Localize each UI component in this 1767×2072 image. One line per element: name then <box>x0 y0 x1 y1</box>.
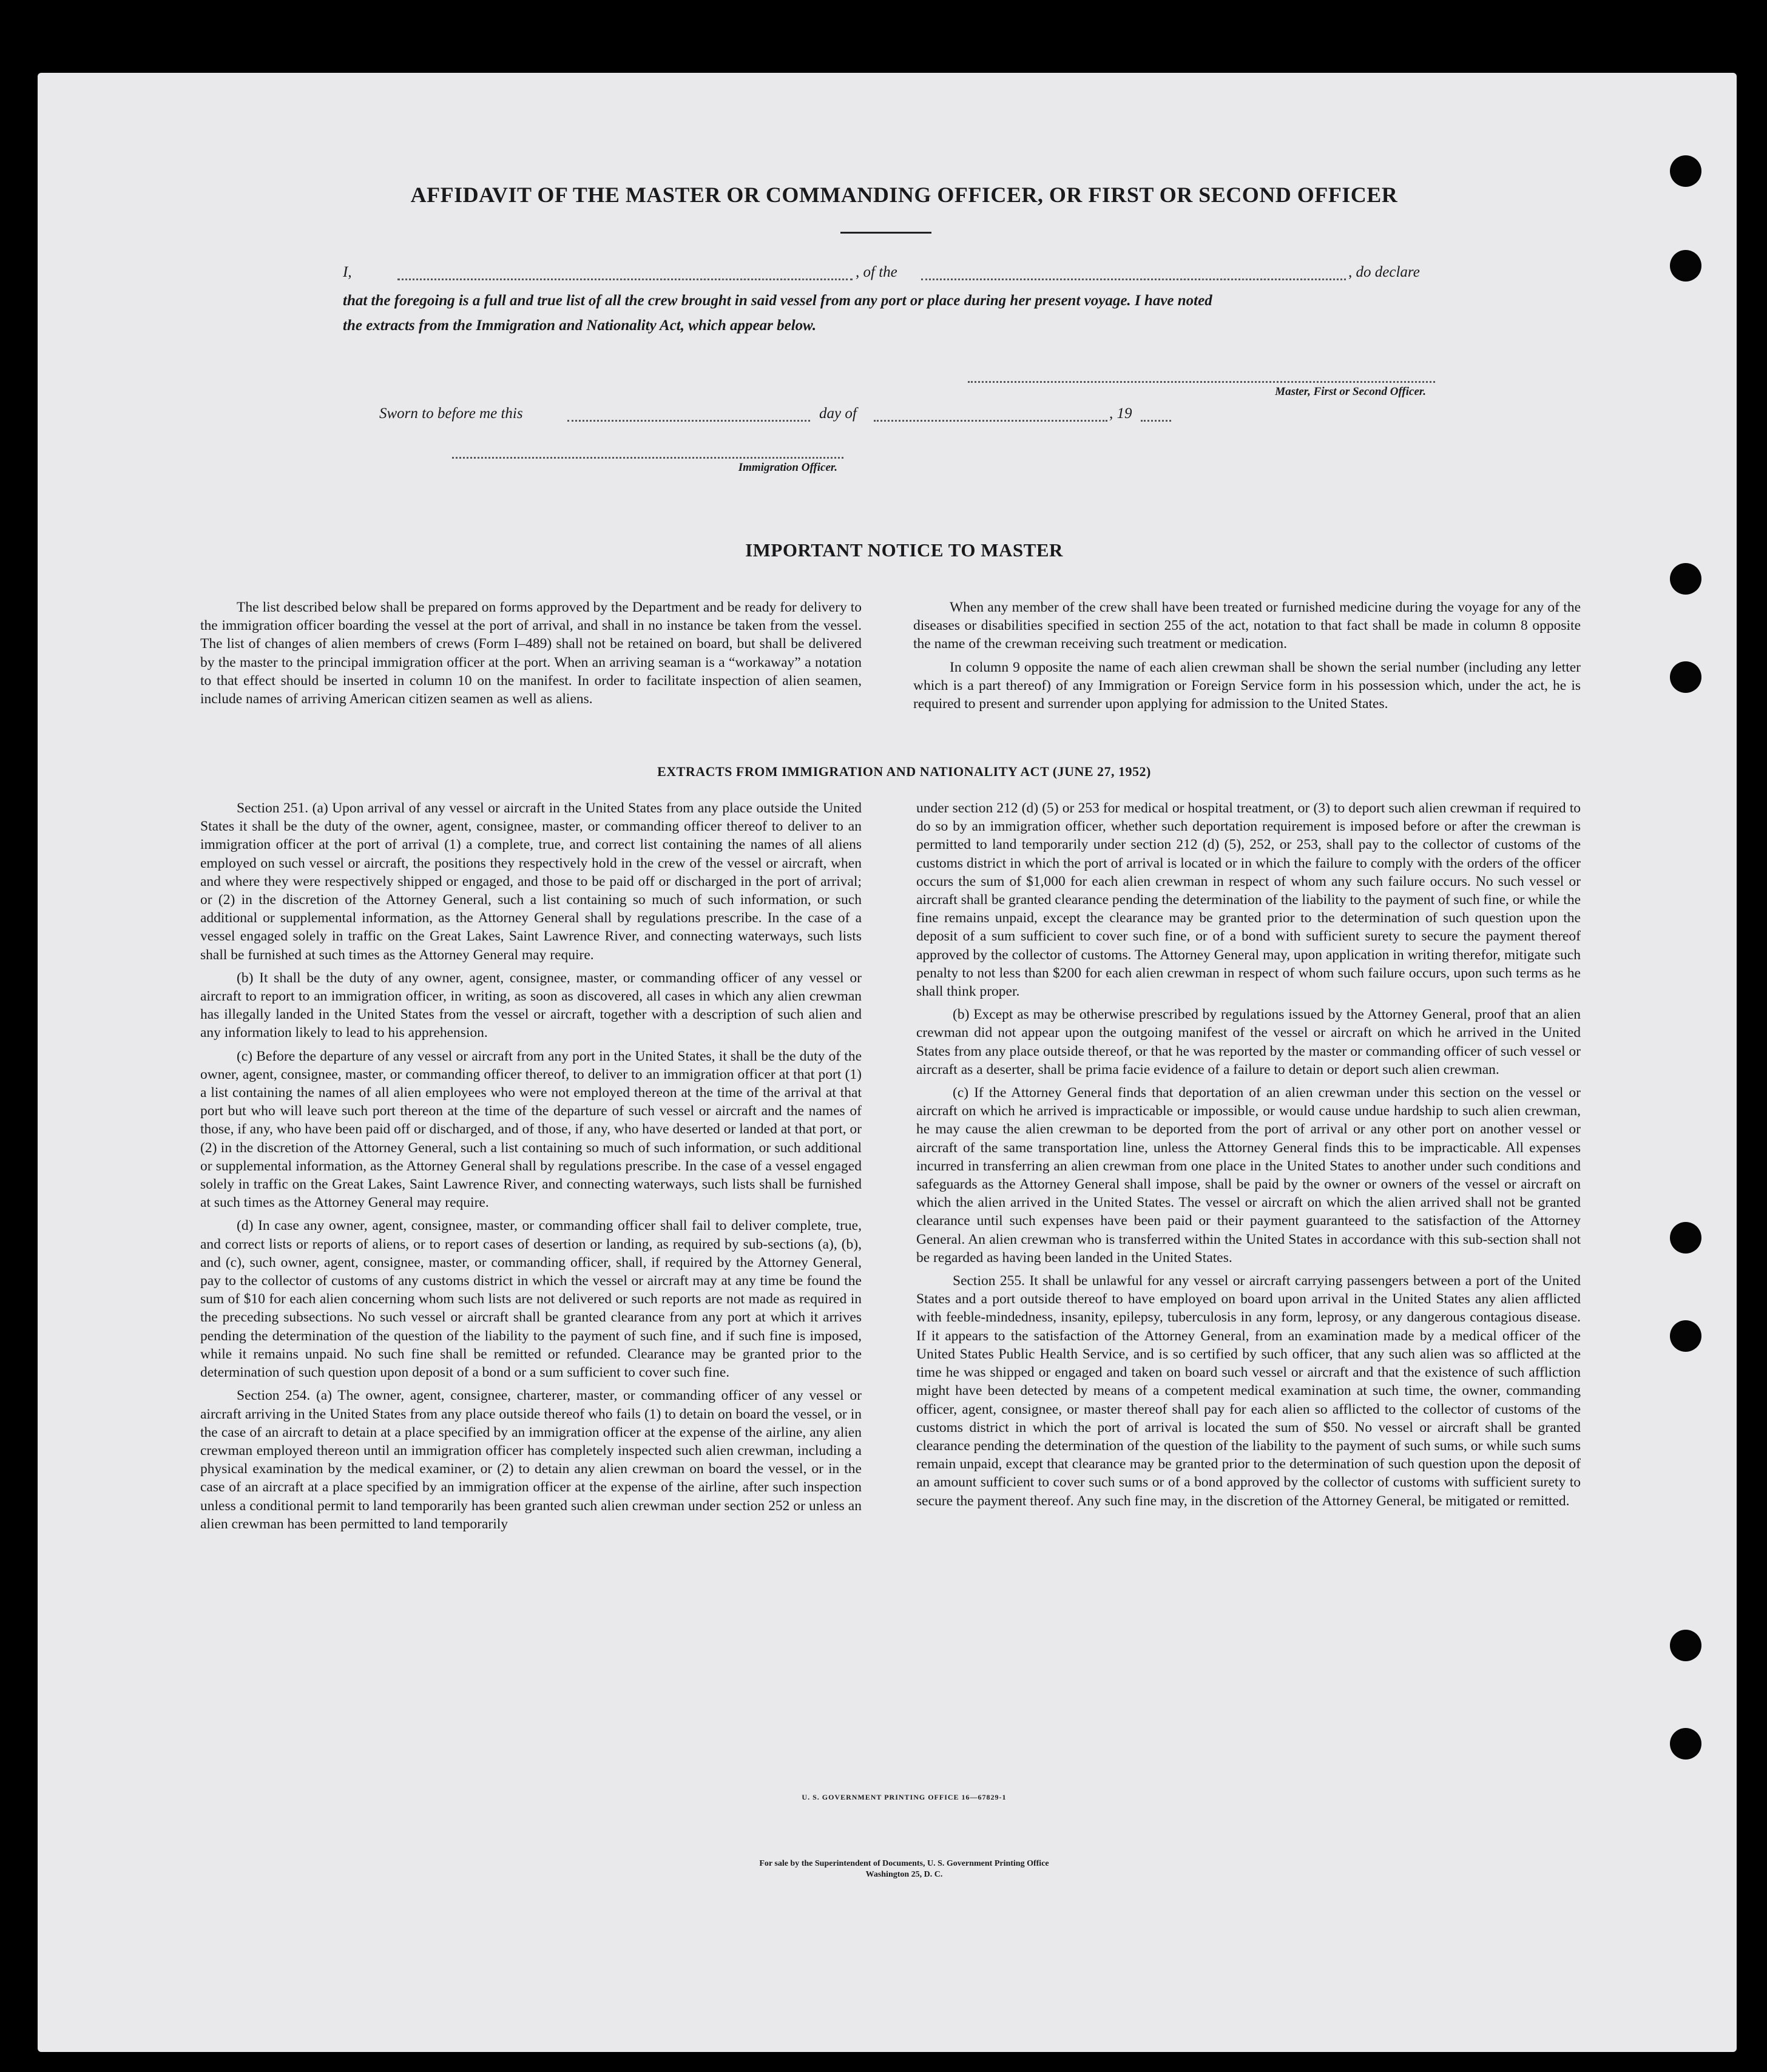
binder-hole <box>1670 1320 1701 1352</box>
name-blank[interactable] <box>397 278 853 280</box>
notice-right-paragraph: In column 9 opposite the name of each alien crewman shall be shown the serial number (including any letter which is a part thereof) of any Immigration or Foreign Service form in his possession which, under the act, he is required to present and surrender upon applying for admission to the United States. <box>913 659 1581 712</box>
statute-paragraph: under section 212 (d) (5) or 253 for medical or hospital treatment, or (3) to deport such alien crewman if required to do so by an immigration officer, whether such deportation requirement is imposed before or after the crewman is permitted to land temporarily under section 212 (d) (5), 252, or 253, shall pay to the collector of customs of the customs district in which the port of arrival is located or in which the failure to comply with the orders of the officer occurs the sum of $1,000 for each alien crewman in respect of whom any such failure occurs. No such vessel or aircraft shall be granted clearance pending the determination of the liability to the payment of such fine, or while the fine remains unpaid, except the clearance may be granted prior to the determination of such question upon the deposit of a sum sufficient to cover such fine, or of a bond with sufficient surety to secure the payment thereof approved by the collector of customs. The Attorney General may, upon application in writing therefor, mitigate such penalty to not less than $200 for each alien crewman in respect of whom such failure occurs, upon such terms as he shall think proper. <box>916 800 1581 1000</box>
extracts-title: EXTRACTS FROM IMMIGRATION AND NATIONALITY ACT (JUNE 27, 1952) <box>657 764 1151 779</box>
binder-hole <box>1670 563 1701 595</box>
for-sale-line-2: Washington 25, D. C. <box>865 1870 943 1879</box>
statute-paragraph: Section 254. (a) The owner, agent, consignee, charterer, master, or commanding officer of any vessel or aircraft arriving in the United States from any place outside thereof who fails (1) to detain on board the vessel, or in the case of an aircraft to detain at a place specified by an immigration officer at the expense of the airline, any alien crewman employed thereon until an immigration officer has completely inspected such alien crewman, including a physical examination by the medical examiner, or (2) to detain any alien crewman on board the vessel, or in the case of an aircraft at a place specified by an immigration officer at the expense of the airline, after such inspection unless a conditional permit to land temporarily has been granted such alien crewman under section 252 or unless an alien crewman has been permitted to land temporarily <box>200 1388 862 1532</box>
statute-paragraph: (b) It shall be the duty of any owner, agent, consignee, master, or commanding officer of any vessel or aircraft to report to an immigration officer, in writing, as soon as discovered, all cases in which any alien crewman has illegally landed in the United States from the vessel or aircraft, together with a description of such alien and any information likely to lead to his apprehension. <box>200 970 862 1041</box>
sworn-month-blank[interactable] <box>874 420 1107 422</box>
year-label: , 19 <box>1109 405 1132 422</box>
extracts-right-column <box>916 799 1581 1515</box>
day-of-label: day of <box>819 405 857 422</box>
title-rule <box>840 232 931 234</box>
binder-hole <box>1670 250 1701 282</box>
statute-paragraph: (c) Before the departure of any vessel or aircraft from any port in the United States, it shall be the duty of the owner, agent, consignee, master, or commanding officer thereof, to deliver to an immigration officer at that port (1) a list containing the names of all alien employees who were not employed thereon at the time of the arrival at that port but who will leave such port thereon at the time of the departure of such vessel or aircraft and the names of those, if any, who have been paid off or discharged, and of those, if any, who have deserted or landed at that port, or (2) in the discretion of the Attorney General, such a list containing so much of such information, or such additional or supplemental information, as the Attorney General shall by regulations prescribe. In the case of a vessel engaged solely in traffic on the Great Lakes, Saint Lawrence River, and connecting waterways, such lists shall be furnished at such times as the Attorney General may require. <box>200 1048 862 1211</box>
binder-hole <box>1670 661 1701 693</box>
notice-title: IMPORTANT NOTICE TO MASTER <box>745 539 1063 561</box>
for-sale-note <box>546 1858 1262 1880</box>
statute-paragraph: Section 255. It shall be unlawful for any vessel or aircraft carrying passengers between a port of the United States and a port outside thereof to have employed on board upon arrival in the United States any alien afflicted with feeble-mindedness, insanity, epilepsy, tuberculosis in any form, leprosy, or any dangerous contagious disease. If it appears to the satisfaction of the Attorney General, from an examination made by a medical officer of the United States Public Health Service, and is so certified by such officer, that any such alien was so afflicted at the time he was shipped or engaged and taken on board such vessel or aircraft and that the existence of such affliction might have been detected by means of a competent medical examination at such time, the owner, commanding officer, agent, consignee, or master thereof shall pay for each alien so afflicted to the collector of customs of the customs district in which the port of arrival is located the sum of $50. No vessel or aircraft shall be granted clearance pending the determination of the question of the liability to the payment of such sums, or while such sums remain unpaid, except that clearance may be granted prior to the determination of such question upon the deposit of an amount sufficient to cover such sums or of a bond approved by the collector of customs with sufficient surety to secure the payment thereof. Any such fine may, in the discretion of the Attorney General, be mitigated or remitted. <box>916 1273 1581 1509</box>
statute-paragraph: (c) If the Attorney General finds that deportation of an alien crewman under this section on the vessel or aircraft on which he arrived is impracticable or impossible, or would cause undue hardship to such alien crewman, he may cause the alien crewman to be deported from the port of arrival or any other port on another vessel or aircraft of the same transportation line, unless the Attorney General finds this to be impracticable. All expenses incurred in transferring an alien crewman from one place in the United States to another under such conditions and safeguards as the Attorney General shall impose, shall be paid by the owner or owners of the vessel or aircraft on which the alien arrived in the United States. The vessel or aircraft on which the alien arrived shall not be granted clearance until such expenses have been paid or their payment guaranteed to the satisfaction of the Attorney General. An alien crewman who is transferred within the United States in accordance with this sub-section shall not be regarded as having been landed in the United States. <box>916 1085 1581 1266</box>
affidavit-line1-end: , do declare <box>1348 264 1420 280</box>
notice-right-paragraph: When any member of the crew shall have been treated or furnished medicine during the voyage for any of the diseases or disabilities specified in section 255 of the act, notation to that fact shall be made in column 8 opposite the name of the crewman receiving such treatment or medication. <box>913 599 1581 652</box>
binder-hole <box>1670 1222 1701 1254</box>
statute-paragraph: (b) Except as may be otherwise prescribed by regulations issued by the Attorney General, proof that an alien crewman did not appear upon the outgoing manifest of the vessel or aircraft on which he arrived in the United States from any place outside thereof, or that he was reported by the master or commanding officer of such vessel or aircraft as a deserter, shall be prima facie evidence of a failure to detain or deport such alien crewman. <box>916 1007 1581 1078</box>
sworn-day-blank[interactable] <box>567 420 810 422</box>
affidavit-line1-start: I, <box>343 264 352 280</box>
statute-paragraph: (d) In case any owner, agent, consignee, master, or commanding officer shall fail to deliver complete, true, and correct lists or reports of aliens, or to report cases of desertion or landing, as required by sub-sections (a), (b), and (c), such owner, agent, consignee, master, or commanding officer, shall, if required by the Attorney General, pay to the collector of customs of any customs district in which the vessel or aircraft may at any time be found the sum of $10 for each alien concerning whom such lists are not delivered or such reports are not made as required in the preceding subsections. No such vessel or aircraft shall be granted clearance from any port at which it arrives pending the determination of the question of the liability to the payment of such fine, and if such fine is imposed, while it remains unpaid. No such fine shall be remitted or refunded. Clearance may be granted prior to the determination of such question upon deposit of a bond or a sum sufficient to cover such fine. <box>200 1218 862 1381</box>
master-caption: Master, First or Second Officer. <box>1275 385 1426 398</box>
immigration-caption: Immigration Officer. <box>738 461 837 474</box>
master-signature-line[interactable] <box>968 381 1435 383</box>
immigration-signature-line[interactable] <box>452 457 843 459</box>
notice-right-column <box>913 598 1581 718</box>
extracts-left-column <box>200 799 862 1538</box>
sworn-year-blank[interactable] <box>1141 420 1171 422</box>
sworn-label: Sworn to before me this <box>379 405 523 422</box>
notice-left-paragraph: The list described below shall be prepared on forms approved by the Department and be ready for delivery to the immigration officer boarding the vessel at the port of arrival, and shall in no instance be taken from the vessel. The list of changes of alien members of crews (Form I–489) shall not be retained on board, but shall be delivered by the master to the principal immigration officer at the port. When an arriving seaman is a “workaway” a notation to that effect should be inserted in column 10 on the manifest. In order to facilitate inspection of alien seamen, include names of arriving American citizen seamen as well as aliens. <box>200 599 862 707</box>
vessel-blank[interactable] <box>921 278 1346 280</box>
for-sale-line-1: For sale by the Superintendent of Documents, U. S. Government Printing Office <box>759 1859 1049 1868</box>
binder-hole <box>1670 155 1701 187</box>
affidavit-line2: that the foregoing is a full and true list of all the crew brought in said vessel from any port or place during her present voyage. I have noted <box>343 292 1212 309</box>
binder-hole <box>1670 1728 1701 1760</box>
printing-office-line: U. S. GOVERNMENT PRINTING OFFICE 16—67829-1 <box>802 1793 1007 1801</box>
binder-hole <box>1670 1630 1701 1661</box>
notice-left-column <box>200 598 862 713</box>
affidavit-line1-mid: , of the <box>856 264 897 280</box>
statute-paragraph: Section 251. (a) Upon arrival of any vessel or aircraft in the United States from any place outside the United States it shall be the duty of the owner, agent, consignee, master, or commanding officer thereof to deliver to an immigration officer at the port of arrival (1) a complete, true, and correct list containing the names of all aliens employed on such vessel or aircraft, the positions they respectively hold in the crew of the vessel or aircraft, when and where they were respectively shipped or engaged, and those to be paid off or discharged in the port of arrival; or (2) in the discretion of the Attorney General, such a list containing so much of such information, or such additional or supplemental information, as the Attorney General shall by regulations prescribe. In the case of a vessel engaged solely in traffic on the Great Lakes, Saint Lawrence River, and connecting waterways, such lists shall be furnished at such times as the Attorney General may require. <box>200 800 862 963</box>
affidavit-title: AFFIDAVIT OF THE MASTER OR COMMANDING OFFICER, OR FIRST OR SECOND OFFICER <box>410 183 1398 207</box>
affidavit-line3: the extracts from the Immigration and Nationality Act, which appear below. <box>343 317 817 334</box>
